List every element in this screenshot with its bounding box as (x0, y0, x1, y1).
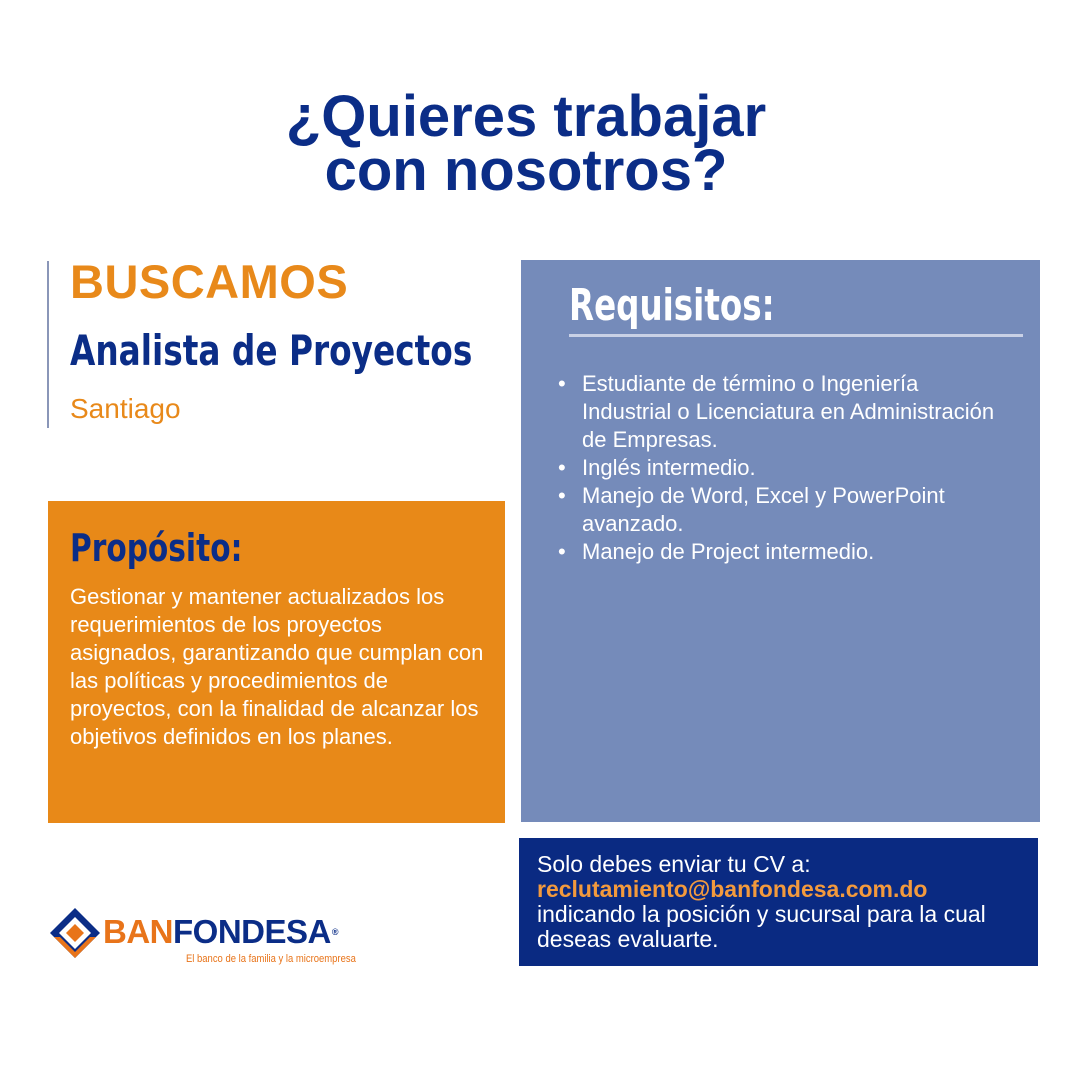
bullet-icon: • (558, 483, 566, 508)
logo-name-part1: BAN (103, 913, 173, 950)
bullet-icon: • (558, 455, 566, 480)
requirement-item (558, 370, 1002, 454)
logo-tagline: El banco de la familia y la microempresa (186, 953, 356, 965)
job-location: Santiago (70, 393, 181, 424)
logo-wordmark (103, 914, 338, 950)
requirement-text: Inglés intermedio. (582, 455, 756, 480)
requirement-text: Manejo de Word, Excel y PowerPoint avanzado. (582, 483, 945, 536)
headline-line-2: con nosotros? (324, 138, 728, 203)
requirement-text: Manejo de Project intermedio. (582, 539, 875, 564)
contact-panel (519, 838, 1038, 966)
job-title: Analista de Proyectos (70, 326, 473, 375)
logo-registered-mark: ® (331, 927, 338, 937)
contact-text (537, 852, 1017, 952)
bullet-icon: • (558, 371, 566, 396)
requirement-item (558, 538, 1002, 566)
purpose-panel (48, 501, 505, 823)
purpose-text: Gestionar y mantener actualizados los requerimientos de los proyectos asignados, garantizando que cumplan con las políticas y procedimientos de proyectos, con la finalidad de alcanzar los objetivos definidos en los planes. (70, 584, 484, 749)
requirement-item (558, 454, 1002, 482)
banfondesa-logo-icon (48, 906, 102, 962)
banfondesa-logo (48, 906, 370, 968)
contact-outro: indicando la posición y sucursal para la cual deseas evaluarte. (537, 901, 986, 952)
requirements-list (558, 370, 1002, 566)
requirement-item (558, 482, 1002, 538)
requirement-text: Estudiante de término o Ingeniería Industrial o Licenciatura en Administración de Empresas. (582, 371, 995, 452)
requirements-title: Requisitos: (569, 280, 775, 331)
logo-name-part2: FONDESA (173, 913, 331, 950)
buscamos-heading: BUSCAMOS (70, 255, 349, 308)
contact-intro: Solo debes enviar tu CV a: (537, 851, 811, 877)
vertical-divider (47, 261, 49, 428)
headline-line-1: ¿Quieres trabajar (285, 84, 767, 149)
purpose-title: Propósito: (70, 526, 243, 570)
requirements-divider (569, 334, 1023, 337)
requirements-panel (521, 260, 1040, 822)
contact-email-link[interactable]: reclutamiento@banfondesa.com.do (537, 876, 928, 902)
page-headline (0, 84, 1052, 203)
bullet-icon: • (558, 539, 566, 564)
